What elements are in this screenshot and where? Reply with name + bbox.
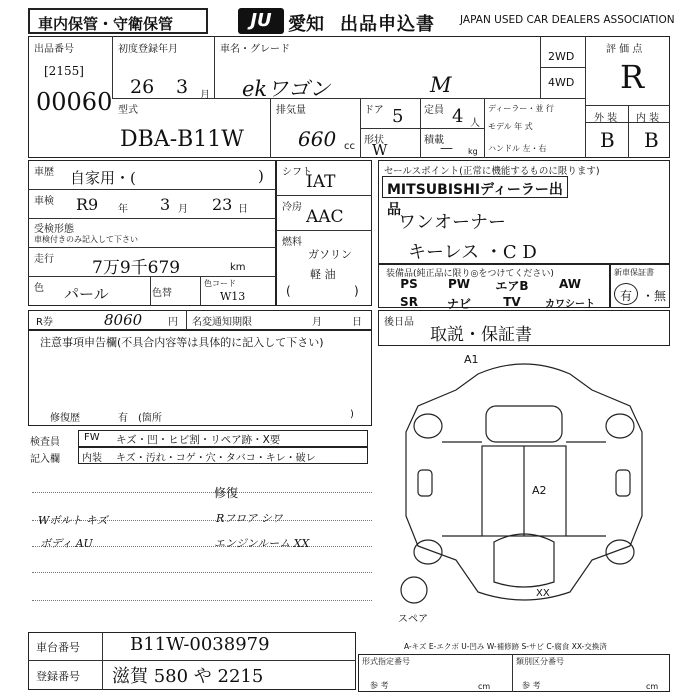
association-name: JAPAN USED CAR DEALERS ASSOCIATION — [460, 14, 675, 26]
type-cm: cm — [478, 682, 491, 691]
capacity-value: 4 — [452, 106, 464, 127]
equip-navi: ナビ — [446, 297, 471, 311]
exterior-label: 外 装 — [594, 113, 618, 124]
inspection-label: 車検 — [34, 196, 54, 207]
displacement-label: 排気量 — [276, 105, 306, 116]
load-value: — — [440, 141, 453, 156]
diagram-mark-a2: A2 — [532, 484, 547, 497]
name-change-label: 名変通知期限 — [192, 317, 252, 328]
form-title: 出品申込書 — [340, 14, 435, 35]
inspection-month: 3 — [160, 195, 171, 214]
shape-label: 形状 — [364, 135, 384, 146]
recycle-yen: 円 — [168, 317, 178, 328]
inspection-day: 23 — [212, 195, 233, 214]
history-label: 車歴 — [34, 167, 54, 178]
load-unit: kg — [468, 147, 478, 156]
mitsubishi-text: MITSUBISHIディーラー出品 — [387, 182, 563, 218]
color-value: パール — [64, 285, 109, 303]
history-close: ) — [258, 167, 264, 185]
reg-month: 3 — [176, 76, 189, 98]
class-cm: cm — [646, 682, 659, 691]
warranty-yes: 有 — [620, 289, 633, 303]
note-5: エンジンルーム XX — [214, 537, 310, 550]
fuel-diesel: 軽 油 — [310, 268, 336, 281]
type-ref-label: 参 考 — [370, 681, 389, 690]
mileage-value: 7万9千679 — [92, 258, 181, 278]
door-label: ドア — [364, 105, 384, 116]
receipt-label: 受検形態 — [34, 224, 74, 235]
repair-close: ) — [350, 409, 354, 420]
inspection-era: R9 — [76, 195, 99, 214]
inspector-row2: キズ・汚れ・コゲ・穴・タバコ・キレ・破レ — [116, 453, 316, 464]
inspection-year-unit: 年 — [118, 204, 128, 215]
ac-label: 冷房 — [282, 202, 302, 213]
diagram-mark-a1: A1 — [464, 353, 479, 366]
load-label: 積載 — [424, 135, 444, 146]
sales-label: セールスポイント(正常に機能するものに限ります) — [384, 166, 600, 177]
capacity-unit: 人 — [470, 118, 480, 129]
name-change-day: 日 — [352, 317, 362, 328]
exterior-grade: B — [600, 128, 615, 152]
equip-pw: PW — [447, 277, 471, 291]
handle-label: ハンドル 左・右 — [488, 144, 547, 153]
capacity-label: 定員 — [424, 105, 444, 116]
class-ref-label: 参 考 — [522, 681, 541, 690]
equipment-grid — [384, 277, 608, 312]
sales-line2: キーレス ・C D — [408, 242, 537, 263]
inspector-row1-head: FW — [84, 432, 100, 443]
mileage-unit: km — [230, 262, 246, 273]
storage-badge — [28, 8, 208, 34]
drive-4wd: 4WD — [548, 76, 575, 89]
recycle-label: R券 — [36, 317, 53, 328]
later-items-value: 取説・保証書 — [430, 325, 532, 345]
lot-number-label: 出品番号 — [34, 44, 74, 55]
fuel-gasoline: ガソリン — [308, 248, 352, 261]
plate-label: 登録番号 — [36, 670, 80, 683]
inspector-row2-head: 内装 — [82, 453, 102, 464]
recycle-amount: 8060 — [104, 311, 143, 329]
cc-unit: cc — [344, 141, 355, 152]
storage-badge-text: 車内保管・守衛保管 — [38, 15, 174, 33]
first-reg-label: 初度登録年月 — [118, 44, 178, 55]
inspection-month-unit: 月 — [178, 204, 188, 215]
note-3: Rフロア シワ — [216, 512, 283, 525]
car-name: ekワゴン — [242, 77, 331, 101]
type-number-label: 形式指定番号 — [362, 657, 410, 666]
drive-2wd: 2WD — [548, 50, 575, 63]
warranty-circle — [614, 283, 638, 305]
ju-logo-mark: JU — [250, 10, 272, 31]
mileage-label: 走行 — [34, 254, 54, 265]
history-value: 自家用・( — [70, 169, 136, 187]
model-year-label: モデル 年 式 — [488, 122, 533, 131]
equip-aw: AW — [559, 277, 581, 291]
damage-legend: A-キズ E-エクボ U-凹み W-補修跡 S-サビ C-腐食 XX-交換済 — [404, 642, 607, 651]
later-items-label: 後日品 — [384, 317, 414, 328]
mitsubishi-badge — [382, 176, 568, 218]
shape-value: W — [372, 141, 388, 159]
sales-line1: ワンオーナー — [398, 212, 506, 233]
interior-label: 内 装 — [636, 113, 660, 124]
equip-tv: TV — [503, 295, 521, 309]
interior-grade: B — [644, 128, 659, 152]
reg-month-unit: 月 — [200, 90, 210, 101]
door-value: 5 — [392, 106, 404, 127]
fuel-paren-close: ) — [354, 284, 359, 298]
car-grade: M — [430, 73, 452, 97]
repair-value: 有 — [118, 413, 128, 424]
equip-sr: SR — [400, 295, 418, 309]
class-number-label: 類別区分番号 — [516, 657, 564, 666]
displacement-value: 660 — [298, 127, 337, 151]
inspector-label-1: 検査員 — [30, 437, 60, 448]
fuel-label: 燃料 — [282, 237, 302, 248]
color-code-value: W13 — [220, 290, 246, 303]
evaluation-label: 評 価 点 — [606, 44, 643, 55]
fuel-paren-open: ( — [286, 284, 291, 298]
spare-label: スペア — [398, 614, 428, 625]
note-2: Wボルト キズ — [38, 514, 108, 527]
model-value: DBA-B11W — [120, 127, 244, 152]
note-4: ボディ AU — [40, 537, 93, 550]
warranty-label: 新車保証書 — [614, 268, 654, 277]
shift-label: シフト — [282, 167, 312, 178]
car-damage-diagram — [378, 346, 670, 630]
color-code-label: 色コード — [204, 279, 236, 288]
equip-ps: PS — [400, 277, 418, 291]
lot-sub: [2155] — [44, 64, 84, 78]
logo-text: 愛知 — [288, 14, 324, 35]
repair-label: 修復歴 — [50, 413, 80, 424]
chassis-value: B11W-0038979 — [130, 634, 270, 655]
ju-logo — [238, 8, 284, 34]
repair-paren: (箇所 — [138, 413, 162, 424]
ac-value: AAC — [306, 207, 344, 227]
inspector-row1: キズ・凹・ヒビ割・リペア跡・X要 — [116, 434, 281, 446]
plate-value: 滋賀 580 や 2215 — [112, 666, 264, 687]
note-1: 修復 — [214, 486, 239, 500]
equipment-label: 装備品(純正品に限り◎をつけてください) — [386, 269, 554, 279]
car-name-label: 車名・グレード — [220, 44, 290, 55]
receipt-note: 車検付きのみ記入して下さい — [34, 235, 138, 244]
evaluation-score: R — [620, 58, 645, 96]
chassis-label: 車台番号 — [36, 641, 80, 654]
diagram-mark-xx: XX — [536, 588, 550, 599]
equip-airbag: エアB — [495, 279, 529, 293]
reg-year: 26 — [130, 76, 155, 98]
notes-label: 注意事項申告欄(不具合内容等は具体的に記入して下さい) — [40, 336, 324, 349]
lot-number: 00060 — [36, 88, 113, 116]
model-label: 型式 — [118, 105, 138, 116]
inspection-day-unit: 日 — [238, 204, 248, 215]
inspector-label-2: 記入欄 — [30, 454, 60, 465]
color-change-label: 色替 — [152, 288, 172, 299]
name-change-month: 月 — [312, 317, 322, 328]
equip-seat: カワシート — [545, 299, 595, 310]
dealer-label: ディーラー・並 行 — [488, 104, 554, 113]
shift-value: IAT — [306, 172, 336, 192]
warranty-no: ・無 — [642, 289, 667, 303]
color-label: 色 — [34, 283, 44, 294]
